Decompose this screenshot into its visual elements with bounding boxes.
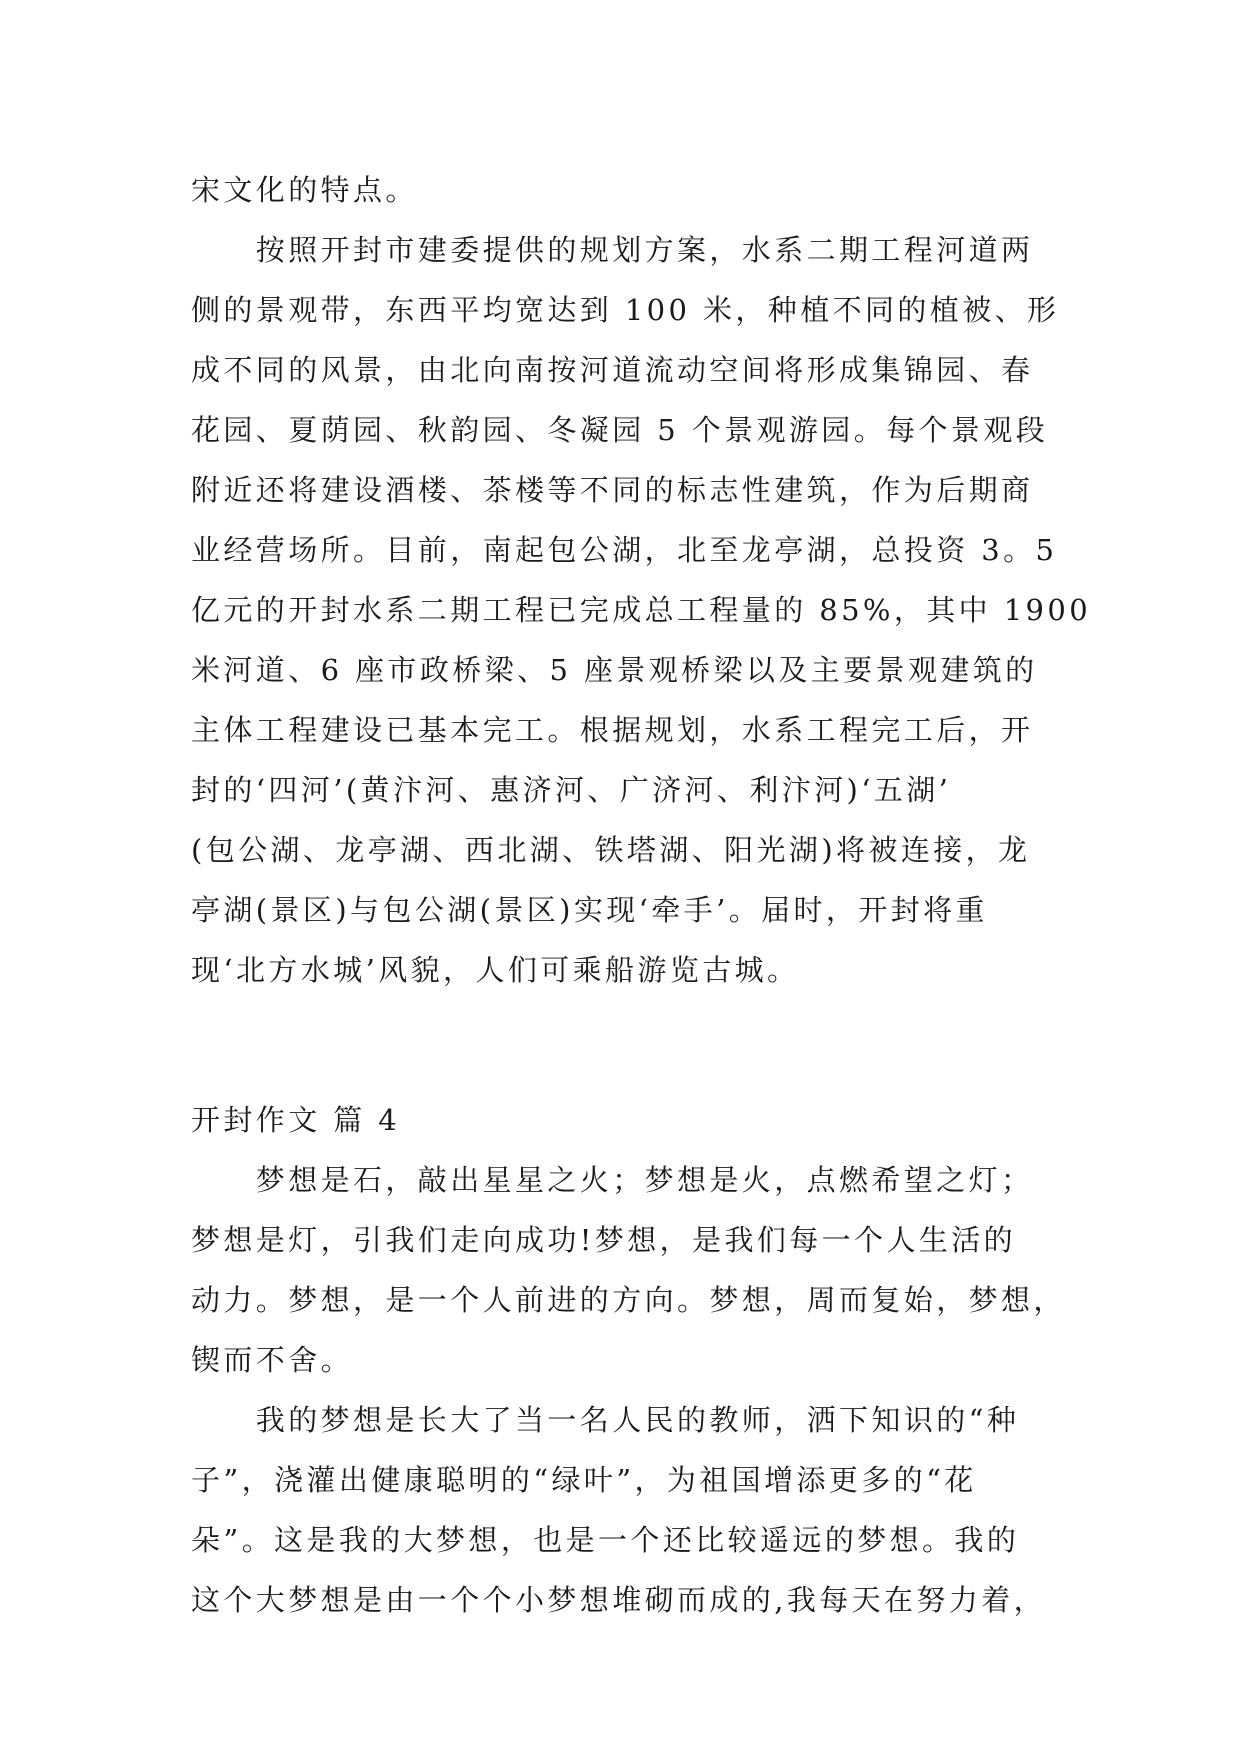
text-line: 米河道、6 座市政桥梁、5 座景观桥梁以及主要景观建筑的 <box>191 653 1038 687</box>
section-2 <box>191 1090 1066 1630</box>
text-line: 附近还将建设酒楼、茶楼等不同的标志性建筑，作为后期商 <box>191 473 1034 507</box>
text-line: 业经营场所。目前，南起包公湖，北至龙亭湖，总投资 3。5 <box>191 533 1058 567</box>
text-line: 主体工程建设已基本完工。根据规划，水系工程完工后，开 <box>191 713 1034 747</box>
text-line: 梦想是灯，引我们走向成功!梦想，是我们每一个人生活的 <box>191 1223 1017 1257</box>
text-line: 朵”。这是我的大梦想，也是一个还比较遥远的梦想。我的 <box>191 1523 1020 1557</box>
document-page <box>191 160 1092 1630</box>
text-line: 按照开封市建委提供的规划方案，水系二期工程河道两 <box>191 233 1034 267</box>
text-line: 动力。梦想，是一个人前进的方向。梦想，周而复始，梦想， <box>191 1283 1066 1317</box>
text-line: 亿元的开封水系二期工程已完成总工程量的 85%，其中 1900 <box>191 593 1092 627</box>
text-line: 我的梦想是长大了当一名人民的教师，洒下知识的“种 <box>191 1403 1020 1437</box>
text-line: 子”，浇灌出健康聪明的“绿叶”，为祖国增添更多的“花 <box>191 1463 977 1497</box>
text-line: 封的‘四河’(黄汴河、惠济河、广济河、利汴河)‘五湖’ <box>191 773 952 807</box>
text-line: 现‘北方水城’风貌，人们可乘船游览古城。 <box>191 953 800 987</box>
text-line: 亭湖(景区)与包公湖(景区)实现‘牵手’。届时，开封将重 <box>191 893 988 927</box>
text-line: 这个大梦想是由一个个小梦想堆砌而成的,我每天在努力着， <box>191 1583 1047 1617</box>
text-line: 花园、夏荫园、秋韵园、冬凝园 5 个景观游园。每个景观段 <box>191 413 1049 447</box>
section-1 <box>191 160 1092 1000</box>
text-line: 梦想是石，敲出星星之火；梦想是火，点燃希望之灯； <box>191 1163 1034 1197</box>
section-gap <box>191 1000 1051 1090</box>
text-line: (包公湖、龙亭湖、西北湖、铁塔湖、阳光湖)将被连接，龙 <box>191 833 1031 867</box>
text-line: 宋文化的特点。 <box>191 173 418 207</box>
text-line: 成不同的风景，由北向南按河道流动空间将形成集锦园、春 <box>191 353 1034 387</box>
text-line: 侧的景观带，东西平均宽达到 100 米，种植不同的植被、形 <box>191 293 1060 327</box>
text-line: 锲而不舍。 <box>191 1343 354 1377</box>
section-heading: 开封作文 篇 4 <box>191 1103 401 1137</box>
